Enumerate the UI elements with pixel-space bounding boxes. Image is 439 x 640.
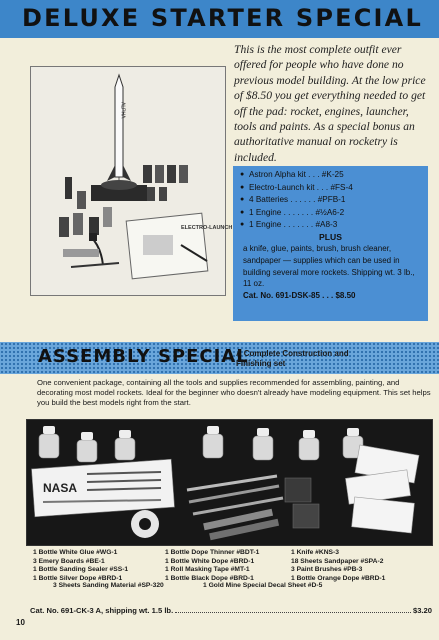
plus-text: a knife, glue, paints, brush, brush cleaner, sandpaper — supplies which can be used in building several more rockets. Shipping wt. 3 lb., 11 oz. xyxy=(243,243,415,289)
list-item: 1 Bottle Sanding Sealer #SS-1 xyxy=(33,566,129,573)
list-item: 1 Bottle White Glue #WG-1 xyxy=(33,549,118,556)
contents-column-3 xyxy=(291,549,385,583)
list-item: 1 Bottle Dope Thinner #BDT-1 xyxy=(165,549,260,556)
list-item: 3 Paint Brushes #PB-3 xyxy=(291,566,363,573)
assembly-title: ASSEMBLY SPECIAL xyxy=(38,346,249,367)
plus-label: PLUS xyxy=(319,231,342,242)
list-item: 1 Bottle White Dope #BRD-1 xyxy=(165,557,255,565)
list-item: 18 Sheets Sandpaper #SPA-2 xyxy=(291,557,384,565)
rocket-label: ALPHA xyxy=(119,102,126,119)
decal-label: NASA xyxy=(43,481,78,495)
list-item: ● Astron Alpha kit . . . #K-25 xyxy=(249,169,428,182)
list-item: 1 Roll Masking Tape #MT-1 xyxy=(165,566,250,573)
list-item: ● Electro-Launch kit . . . #FS-4 xyxy=(249,182,428,195)
launcher-box-label: ELECTRO-LAUNCH xyxy=(181,225,233,231)
list-item: 1 Bottle Silver Dope #BRD-1 xyxy=(33,574,123,582)
deluxe-items-list xyxy=(233,166,428,232)
list-item: 1 Bottle Orange Dope #BRD-1 xyxy=(291,574,386,582)
assembly-subtitle: A Complete Construction and Finishing set xyxy=(236,349,349,368)
assembly-price: $3.20 xyxy=(412,606,432,615)
list-item: 1 Bottle Black Dope #BRD-1 xyxy=(165,574,254,582)
assembly-description: One convenient package, containing all the tools and supplies recommended for assembling, painting, and decorating most model rockets. Ideal for the beginner who doesn't already have modeling equipment. This set helps you build the best models right from the start. xyxy=(37,378,431,407)
assembly-contents-list xyxy=(33,549,433,605)
deluxe-catalog-number: Cat. No. 691-DSK-85 . . . $8.50 xyxy=(243,291,356,301)
list-item: ● 1 Engine . . . . . . . #A8-3 xyxy=(249,219,428,232)
contents-column-2 xyxy=(165,549,259,583)
assembly-catalog-line xyxy=(30,606,432,615)
list-item: ● 1 Engine . . . . . . . #½A6-2 xyxy=(249,207,428,220)
starter-kit-photo xyxy=(30,66,233,296)
contents-column-1 xyxy=(33,549,128,583)
assembly-kit-photo xyxy=(26,419,433,546)
deluxe-title: DELUXE STARTER SPECIAL xyxy=(22,4,423,32)
leader-dots xyxy=(175,606,411,613)
list-item: ● 4 Batteries . . . . . . #PFB-1 xyxy=(249,194,428,207)
assembly-catalog-number: Cat. No. 691-CK-3 A, shipping wt. 1.5 lb. xyxy=(30,606,174,615)
page-number: 10 xyxy=(16,618,25,627)
deluxe-contents-box xyxy=(233,166,428,321)
list-item: 3 Sheets Sanding Material #SP-320 xyxy=(53,582,164,589)
deluxe-intro: This is the most complete outfit ever offered for people who have done no previous model building. At the low price of $8.50 you get everything needed to get off the pad: rocket, engines, launcher, tools and paints. As a special bonus an authoritative manual on rocketry is included. xyxy=(234,43,426,164)
list-item: 1 Gold Mine Special Decal Sheet #D-5 xyxy=(203,582,323,589)
list-item: 3 Emery Boards #BE-1 xyxy=(33,557,105,565)
list-item: 1 Knife #KNS-3 xyxy=(291,549,339,556)
rocket-shape xyxy=(115,75,123,177)
